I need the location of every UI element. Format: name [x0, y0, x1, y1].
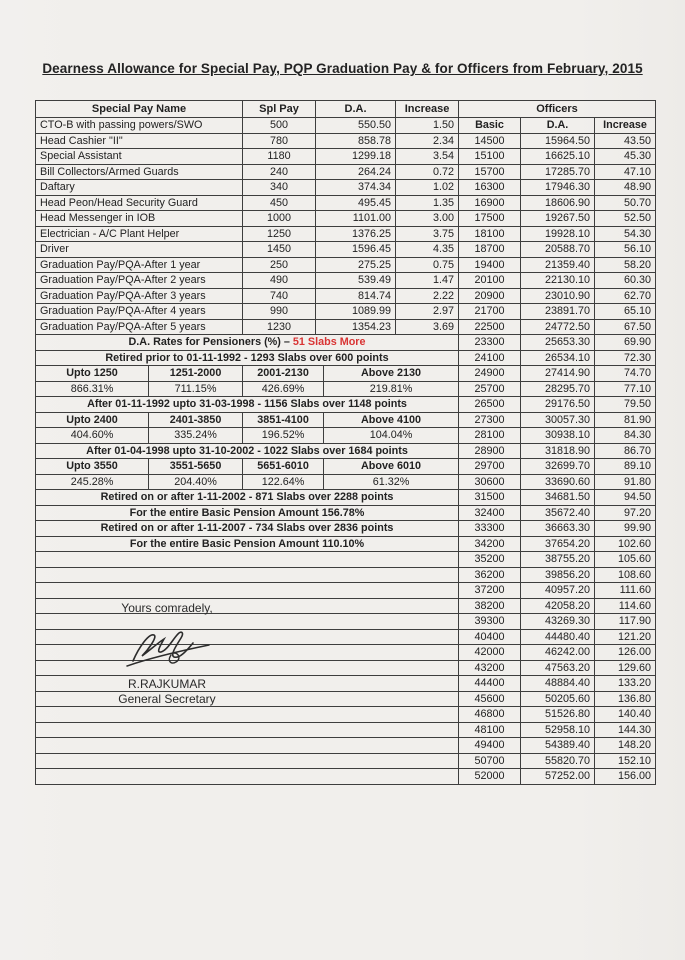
officers-increase-cell: 152.10	[595, 753, 656, 769]
officers-increase-cell: 156.00	[595, 769, 656, 785]
spl-pay-cell: 740	[243, 288, 316, 304]
empty-cell	[36, 707, 459, 723]
table-row	[36, 459, 656, 475]
empty-cell	[36, 567, 459, 583]
officers-increase-cell: 48.90	[595, 180, 656, 196]
officers-da-cell: 23891.70	[521, 304, 595, 320]
officers-basic-cell: 35200	[459, 552, 521, 568]
increase-cell: 3.75	[396, 226, 459, 242]
table-row	[36, 350, 656, 366]
increase-cell: 2.97	[396, 304, 459, 320]
officers-da-cell: 48884.40	[521, 676, 595, 692]
table-row	[36, 149, 656, 165]
officers-da-header: D.A.	[521, 118, 595, 134]
officers-basic-cell: 40400	[459, 629, 521, 645]
officers-basic-cell: 15100	[459, 149, 521, 165]
signatory-name: R.RAJKUMAR	[127, 677, 206, 691]
officers-da-cell: 17285.70	[521, 164, 595, 180]
officers-da-cell: 18606.90	[521, 195, 595, 211]
officers-increase-cell: 81.90	[595, 412, 656, 428]
increase-cell: 3.54	[396, 149, 459, 165]
officers-da-cell: 28295.70	[521, 381, 595, 397]
officers-increase-cell: 67.50	[595, 319, 656, 335]
da-cell: 1376.25	[316, 226, 396, 242]
officers-da-cell: 40957.20	[521, 583, 595, 599]
officers-basic-cell: 37200	[459, 583, 521, 599]
table-row	[36, 397, 656, 413]
spl-pay-cell: 1180	[243, 149, 316, 165]
special-pay-name-cell: Electrician - A/C Plant Helper	[36, 226, 243, 242]
table-row	[36, 474, 656, 490]
officers-basic-cell: 15700	[459, 164, 521, 180]
officers-increase-cell: 126.00	[595, 645, 656, 661]
officers-basic-cell: 19400	[459, 257, 521, 273]
officers-basic-cell: 24900	[459, 366, 521, 382]
da-cell: 1354.23	[316, 319, 396, 335]
officers-increase-cell: 74.70	[595, 366, 656, 382]
col-header-increase: Increase	[396, 101, 459, 118]
special-pay-name-cell: Special Assistant	[36, 149, 243, 165]
red-highlight-text: 51 Slabs More	[292, 336, 366, 349]
officers-da-cell: 54389.40	[521, 738, 595, 754]
table-row	[36, 521, 656, 537]
table-row	[36, 381, 656, 397]
slab-range-cell: Above 6010	[324, 459, 459, 475]
spl-pay-cell: 780	[243, 133, 316, 149]
table-row	[36, 335, 656, 351]
slab-rate-cell: 196.52%	[243, 428, 324, 444]
slab-range-cell: 3851-4100	[243, 412, 324, 428]
table-row	[36, 505, 656, 521]
section-heading-cell: For the entire Basic Pension Amount 110.10%	[36, 536, 459, 552]
col-header-da: D.A.	[316, 101, 396, 118]
officers-basic-cell: 14500	[459, 133, 521, 149]
table-row	[36, 490, 656, 506]
officers-increase-cell: 144.30	[595, 722, 656, 738]
increase-cell: 1.47	[396, 273, 459, 289]
officers-increase-cell: 111.60	[595, 583, 656, 599]
officers-basic-cell: 48100	[459, 722, 521, 738]
officers-increase-cell: 56.10	[595, 242, 656, 258]
slab-rate-cell: 219.81%	[324, 381, 459, 397]
officers-increase-cell: 84.30	[595, 428, 656, 444]
slab-range-cell: Upto 2400	[36, 412, 149, 428]
officers-basic-cell: 39300	[459, 614, 521, 630]
officers-increase-cell: 69.90	[595, 335, 656, 351]
slab-rate-cell: 204.40%	[149, 474, 243, 490]
special-pay-name-cell: Graduation Pay/PQA-After 5 years	[36, 319, 243, 335]
officers-basic-cell: 36200	[459, 567, 521, 583]
increase-cell: 1.35	[396, 195, 459, 211]
officers-increase-cell: 79.50	[595, 397, 656, 413]
da-cell: 374.34	[316, 180, 396, 196]
officers-increase-cell: 45.30	[595, 149, 656, 165]
officers-da-cell: 43269.30	[521, 614, 595, 630]
officers-basic-cell: 34200	[459, 536, 521, 552]
officers-increase-cell: 114.60	[595, 598, 656, 614]
slab-rate-cell: 104.04%	[324, 428, 459, 444]
officers-basic-cell: 30600	[459, 474, 521, 490]
section-heading-cell: D.A. Rates for Pensioners (%) – 51 Slabs More	[36, 335, 459, 351]
signatory-title: General Secretary	[118, 692, 216, 706]
slab-range-cell: 2401-3850	[149, 412, 243, 428]
officers-da-cell: 35672.40	[521, 505, 595, 521]
empty-cell	[36, 722, 459, 738]
officers-da-cell: 47563.20	[521, 660, 595, 676]
da-cell: 1089.99	[316, 304, 396, 320]
officers-basic-cell: 42000	[459, 645, 521, 661]
da-cell: 1299.18	[316, 149, 396, 165]
empty-cell	[36, 738, 459, 754]
col-header-spl-pay: Spl Pay	[243, 101, 316, 118]
officers-increase-cell: 117.90	[595, 614, 656, 630]
special-pay-name-cell: Head Peon/Head Security Guard	[36, 195, 243, 211]
officers-basic-cell: 25700	[459, 381, 521, 397]
officers-basic-cell: 27300	[459, 412, 521, 428]
spl-pay-cell: 240	[243, 164, 316, 180]
slab-range-cell: 3551-5650	[149, 459, 243, 475]
spl-pay-cell: 450	[243, 195, 316, 211]
special-pay-name-cell: Graduation Pay/PQA-After 3 years	[36, 288, 243, 304]
empty-cell	[36, 753, 459, 769]
officers-increase-cell: 77.10	[595, 381, 656, 397]
officers-increase-cell: 121.20	[595, 629, 656, 645]
increase-cell: 1.02	[396, 180, 459, 196]
officers-basic-cell: 44400	[459, 676, 521, 692]
table-row	[36, 769, 656, 785]
slab-range-cell: Upto 1250	[36, 366, 149, 382]
officers-da-cell: 17946.30	[521, 180, 595, 196]
officers-da-cell: 24772.50	[521, 319, 595, 335]
table-row	[36, 738, 656, 754]
table-row	[36, 288, 656, 304]
section-heading-cell: Retired on or after 1-11-2007 - 734 Slabs over 2836 points	[36, 521, 459, 537]
officers-basic-cell: 18700	[459, 242, 521, 258]
slab-rate-cell: 426.69%	[243, 381, 324, 397]
officers-increase-cell: 140.40	[595, 707, 656, 723]
table-row	[36, 226, 656, 242]
officers-increase-cell: 60.30	[595, 273, 656, 289]
table-row	[36, 722, 656, 738]
spl-pay-cell: 250	[243, 257, 316, 273]
officers-basic-cell: 46800	[459, 707, 521, 723]
officers-basic-cell: 33300	[459, 521, 521, 537]
officers-basic-cell: 16900	[459, 195, 521, 211]
table-row	[36, 242, 656, 258]
da-cell: 264.24	[316, 164, 396, 180]
empty-cell	[36, 552, 459, 568]
slab-range-cell: 1251-2000	[149, 366, 243, 382]
officers-basic-cell: 17500	[459, 211, 521, 227]
increase-cell: 4.35	[396, 242, 459, 258]
officers-da-cell: 31818.90	[521, 443, 595, 459]
special-pay-name-cell: Head Messenger in IOB	[36, 211, 243, 227]
spl-pay-cell: 490	[243, 273, 316, 289]
officers-increase-cell: 99.90	[595, 521, 656, 537]
officers-increase-cell: 43.50	[595, 133, 656, 149]
officers-da-cell: 19267.50	[521, 211, 595, 227]
da-cell: 495.45	[316, 195, 396, 211]
table-row	[36, 211, 656, 227]
increase-cell: 3.00	[396, 211, 459, 227]
officers-increase-cell: 133.20	[595, 676, 656, 692]
increase-cell: 2.22	[396, 288, 459, 304]
officers-da-cell: 21359.40	[521, 257, 595, 273]
officers-increase-cell: 47.10	[595, 164, 656, 180]
officers-basic-header: Basic	[459, 118, 521, 134]
table-row	[36, 536, 656, 552]
officers-da-cell: 15964.50	[521, 133, 595, 149]
officers-da-cell: 20588.70	[521, 242, 595, 258]
special-pay-name-cell: Graduation Pay/PQA-After 1 year	[36, 257, 243, 273]
slab-range-cell: Above 4100	[324, 412, 459, 428]
officers-da-cell: 39856.20	[521, 567, 595, 583]
table-row	[36, 304, 656, 320]
table-row	[36, 366, 656, 382]
increase-cell: 1.50	[396, 118, 459, 134]
special-pay-name-cell: Driver	[36, 242, 243, 258]
signature-block	[92, 601, 242, 707]
officers-da-cell: 29176.50	[521, 397, 595, 413]
officers-increase-cell: 54.30	[595, 226, 656, 242]
officers-basic-cell: 24100	[459, 350, 521, 366]
slab-range-cell: Upto 3550	[36, 459, 149, 475]
closing-text: Yours comradely,	[121, 601, 213, 615]
officers-basic-cell: 18100	[459, 226, 521, 242]
table-row	[36, 257, 656, 273]
da-cell: 1596.45	[316, 242, 396, 258]
table-header-row	[36, 101, 656, 118]
officers-da-cell: 52958.10	[521, 722, 595, 738]
officers-da-cell: 57252.00	[521, 769, 595, 785]
special-pay-name-cell: Graduation Pay/PQA-After 2 years	[36, 273, 243, 289]
officers-basic-cell: 26500	[459, 397, 521, 413]
officers-basic-cell: 43200	[459, 660, 521, 676]
officers-basic-cell: 28900	[459, 443, 521, 459]
officers-increase-cell: 62.70	[595, 288, 656, 304]
officers-basic-cell: 22500	[459, 319, 521, 335]
section-heading-cell: After 01-04-1998 upto 31-10-2002 - 1022 Slabs over 1684 points	[36, 443, 459, 459]
officers-increase-cell: 86.70	[595, 443, 656, 459]
table-row	[36, 753, 656, 769]
officers-basic-cell: 49400	[459, 738, 521, 754]
officers-da-cell: 22130.10	[521, 273, 595, 289]
officers-da-cell: 38755.20	[521, 552, 595, 568]
da-cell: 539.49	[316, 273, 396, 289]
da-cell: 275.25	[316, 257, 396, 273]
section-heading-cell: After 01-11-1992 upto 31-03-1998 - 1156 Slabs over 1148 points	[36, 397, 459, 413]
special-pay-name-cell: Graduation Pay/PQA-After 4 years	[36, 304, 243, 320]
slab-range-cell: 5651-6010	[243, 459, 324, 475]
officers-increase-header: Increase	[595, 118, 656, 134]
officers-increase-cell: 102.60	[595, 536, 656, 552]
officers-basic-cell: 20900	[459, 288, 521, 304]
officers-da-cell: 30938.10	[521, 428, 595, 444]
officers-increase-cell: 94.50	[595, 490, 656, 506]
officers-increase-cell: 148.20	[595, 738, 656, 754]
officers-basic-cell: 29700	[459, 459, 521, 475]
table-row	[36, 118, 656, 134]
section-heading-cell: For the entire Basic Pension Amount 156.78%	[36, 505, 459, 521]
table-row	[36, 552, 656, 568]
officers-basic-cell: 16300	[459, 180, 521, 196]
officers-da-cell: 50205.60	[521, 691, 595, 707]
officers-increase-cell: 129.60	[595, 660, 656, 676]
increase-cell: 0.75	[396, 257, 459, 273]
officers-increase-cell: 91.80	[595, 474, 656, 490]
section-heading-cell: Retired on or after 1-11-2002 - 871 Slabs over 2288 points	[36, 490, 459, 506]
officers-basic-cell: 31500	[459, 490, 521, 506]
officers-da-cell: 27414.90	[521, 366, 595, 382]
officers-da-cell: 55820.70	[521, 753, 595, 769]
officers-increase-cell: 108.60	[595, 567, 656, 583]
officers-da-cell: 26534.10	[521, 350, 595, 366]
da-cell: 814.74	[316, 288, 396, 304]
empty-cell	[36, 583, 459, 599]
officers-da-cell: 37654.20	[521, 536, 595, 552]
officers-da-cell: 23010.90	[521, 288, 595, 304]
da-cell: 858.78	[316, 133, 396, 149]
spl-pay-cell: 1230	[243, 319, 316, 335]
slab-rate-cell: 122.64%	[243, 474, 324, 490]
officers-increase-cell: 52.50	[595, 211, 656, 227]
col-header-officers: Officers	[459, 101, 656, 118]
officers-basic-cell: 52000	[459, 769, 521, 785]
slab-range-cell: Above 2130	[324, 366, 459, 382]
officers-da-cell: 32699.70	[521, 459, 595, 475]
empty-cell	[36, 769, 459, 785]
slab-rate-cell: 335.24%	[149, 428, 243, 444]
table-row	[36, 180, 656, 196]
table-row	[36, 273, 656, 289]
spl-pay-cell: 990	[243, 304, 316, 320]
officers-increase-cell: 72.30	[595, 350, 656, 366]
officers-da-cell: 25653.30	[521, 335, 595, 351]
officers-basic-cell: 28100	[459, 428, 521, 444]
table-row	[36, 567, 656, 583]
increase-cell: 2.34	[396, 133, 459, 149]
da-cell: 550.50	[316, 118, 396, 134]
spl-pay-cell: 340	[243, 180, 316, 196]
special-pay-name-cell: CTO-B with passing powers/SWO	[36, 118, 243, 134]
table-row	[36, 164, 656, 180]
special-pay-name-cell: Bill Collectors/Armed Guards	[36, 164, 243, 180]
officers-da-cell: 36663.30	[521, 521, 595, 537]
slab-rate-cell: 404.60%	[36, 428, 149, 444]
spl-pay-cell: 1450	[243, 242, 316, 258]
increase-cell: 3.69	[396, 319, 459, 335]
officers-increase-cell: 58.20	[595, 257, 656, 273]
table-row	[36, 319, 656, 335]
officers-basic-cell: 23300	[459, 335, 521, 351]
table-row	[36, 583, 656, 599]
da-cell: 1101.00	[316, 211, 396, 227]
signature-icon	[119, 625, 215, 673]
page-title: Dearness Allowance for Special Pay, PQP Graduation Pay & for Officers from February, 2015	[42, 61, 643, 76]
slab-rate-cell: 61.32%	[324, 474, 459, 490]
spl-pay-cell: 1250	[243, 226, 316, 242]
officers-increase-cell: 50.70	[595, 195, 656, 211]
officers-basic-cell: 50700	[459, 753, 521, 769]
officers-da-cell: 19928.10	[521, 226, 595, 242]
officers-increase-cell: 89.10	[595, 459, 656, 475]
slab-rate-cell: 866.31%	[36, 381, 149, 397]
officers-increase-cell: 65.10	[595, 304, 656, 320]
officers-da-cell: 16625.10	[521, 149, 595, 165]
special-pay-name-cell: Daftary	[36, 180, 243, 196]
officers-basic-cell: 45600	[459, 691, 521, 707]
increase-cell: 0.72	[396, 164, 459, 180]
spl-pay-cell: 500	[243, 118, 316, 134]
officers-da-cell: 51526.80	[521, 707, 595, 723]
slab-rate-cell: 711.15%	[149, 381, 243, 397]
table-row	[36, 195, 656, 211]
spl-pay-cell: 1000	[243, 211, 316, 227]
table-row	[36, 133, 656, 149]
col-header-special-pay-name: Special Pay Name	[36, 101, 243, 118]
table-row	[36, 412, 656, 428]
officers-da-cell: 33690.60	[521, 474, 595, 490]
officers-basic-cell: 38200	[459, 598, 521, 614]
section-heading-cell: Retired prior to 01-11-1992 - 1293 Slabs over 600 points	[36, 350, 459, 366]
table-row	[36, 707, 656, 723]
officers-da-cell: 34681.50	[521, 490, 595, 506]
officers-increase-cell: 105.60	[595, 552, 656, 568]
officers-da-cell: 46242.00	[521, 645, 595, 661]
officers-da-cell: 44480.40	[521, 629, 595, 645]
officers-increase-cell: 97.20	[595, 505, 656, 521]
slab-range-cell: 2001-2130	[243, 366, 324, 382]
officers-basic-cell: 21700	[459, 304, 521, 320]
officers-da-cell: 42058.20	[521, 598, 595, 614]
special-pay-name-cell: Head Cashier "II"	[36, 133, 243, 149]
officers-basic-cell: 20100	[459, 273, 521, 289]
officers-basic-cell: 32400	[459, 505, 521, 521]
slab-rate-cell: 245.28%	[36, 474, 149, 490]
table-row	[36, 428, 656, 444]
officers-increase-cell: 136.80	[595, 691, 656, 707]
table-row	[36, 443, 656, 459]
officers-da-cell: 30057.30	[521, 412, 595, 428]
